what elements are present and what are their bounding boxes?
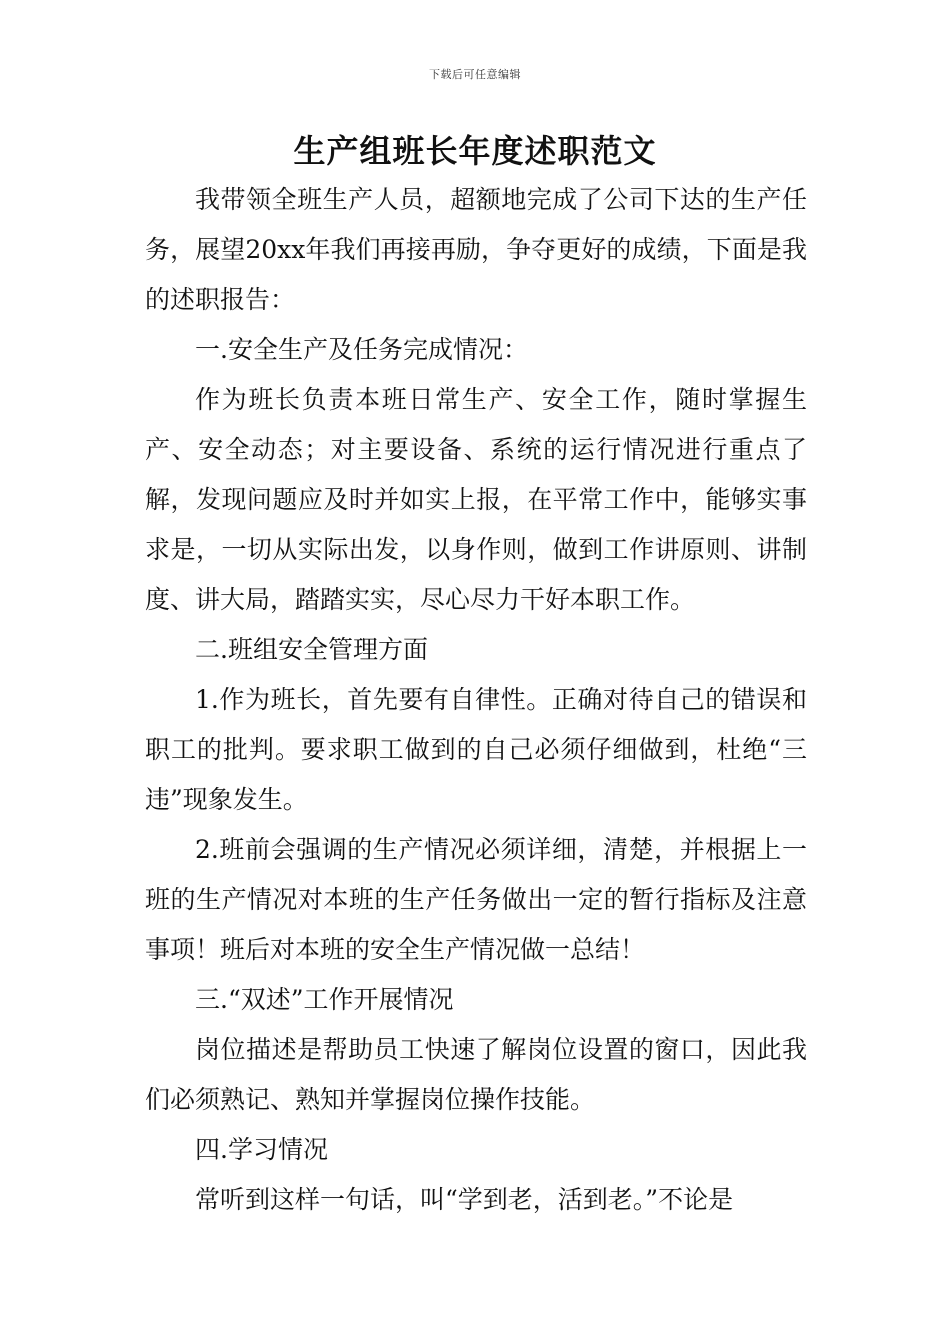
section-heading-2: 二.班组安全管理方面 xyxy=(195,635,428,664)
paragraph-section-4: 常听到这样一句话，叫“学到老，活到老。”不论是 xyxy=(195,1185,734,1214)
section-heading-3: 三.“双述”工作开展情况 xyxy=(195,985,454,1014)
paragraph-section-1: 作为班长负责本班日常生产、安全工作，随时掌握生产、安全动态；对主要设备、系统的运行情况进行重点了解，发现问题应及时并如实上报，在平常工作中，能够实事求是，一切从实际出发，以身作则，做到工作讲原则、讲制度、讲大局，踏踏实实，尽心尽力干好本职工作。 xyxy=(145,385,807,614)
document-title: 生产组班长年度述职范文 xyxy=(293,132,657,170)
header-note: 下载后可任意编辑 xyxy=(429,68,521,81)
paragraph-section-3: 岗位描述是帮助员工快速了解岗位设置的窗口，因此我们必须熟记、熟知并掌握岗位操作技能。 xyxy=(145,1035,807,1114)
document-body xyxy=(145,175,807,1225)
section-heading-4: 四.学习情况 xyxy=(195,1135,328,1164)
section-heading-1: 一.安全生产及任务完成情况： xyxy=(195,335,528,364)
paragraph-intro: 我带领全班生产人员，超额地完成了公司下达的生产任务，展望20xx年我们再接再励，争夺更好的成绩，下面是我的述职报告： xyxy=(145,185,807,314)
paragraph-item-1: 1.作为班长，首先要有自律性。正确对待自己的错误和职工的批判。要求职工做到的自己必须仔细做到，杜绝“三违”现象发生。 xyxy=(145,685,807,814)
paragraph-item-2: 2.班前会强调的生产情况必须详细，清楚，并根据上一班的生产情况对本班的生产任务做出一定的暂行指标及注意事项！班后对本班的安全生产情况做一总结！ xyxy=(145,835,807,964)
